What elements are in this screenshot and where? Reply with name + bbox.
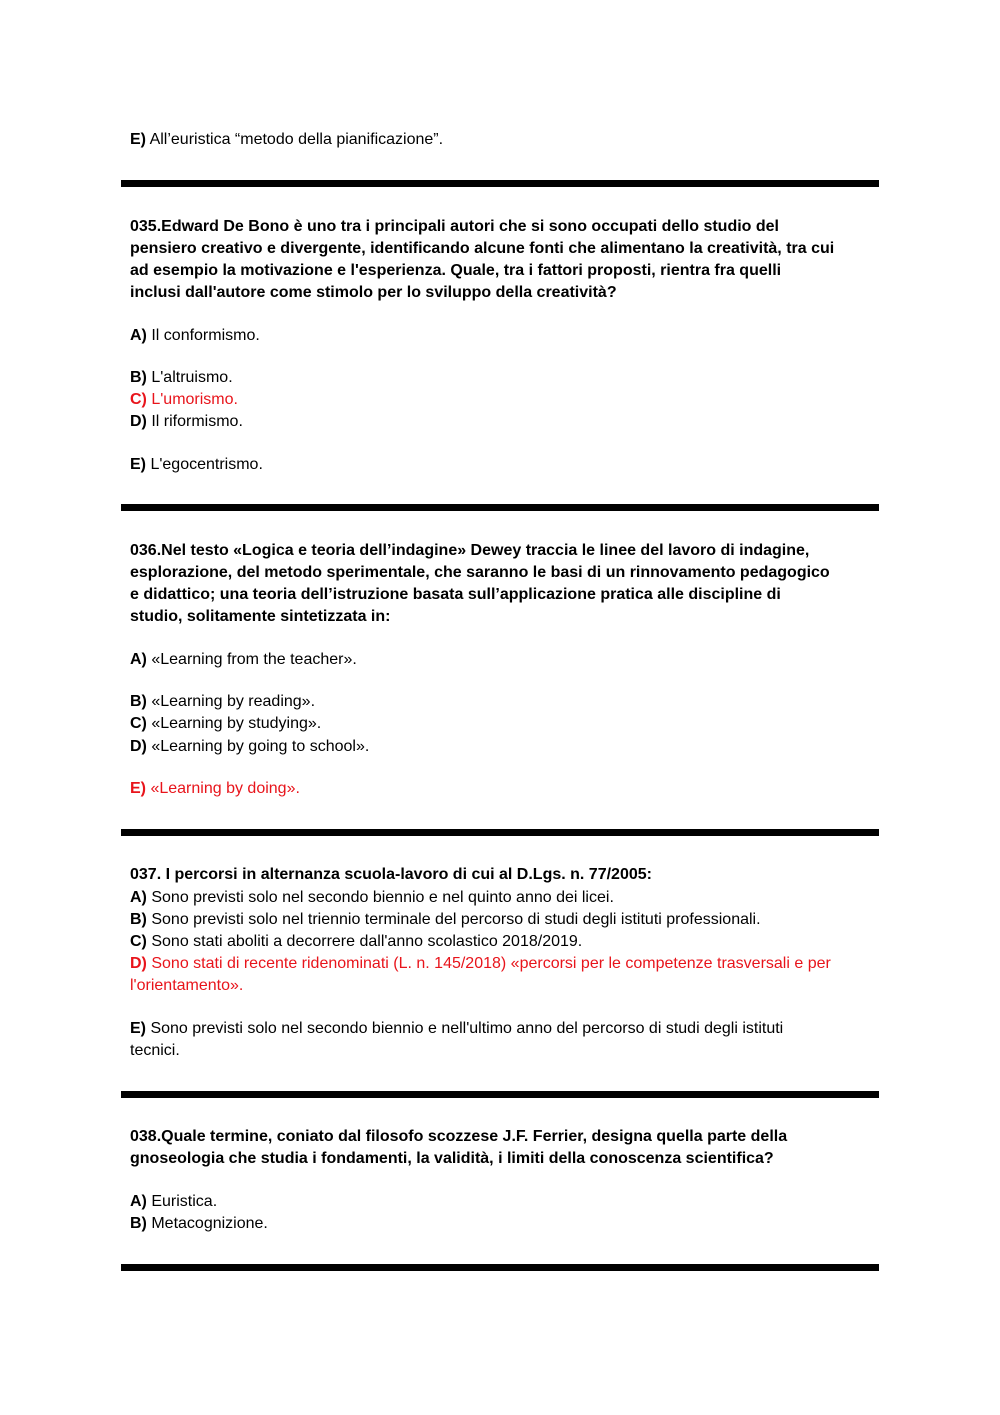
answer-text: L'egocentrismo.	[150, 456, 263, 473]
answer-text: Sono previsti solo nel secondo biennio e nel quinto anno dei licei.	[151, 889, 614, 906]
answer-text: L'altruismo.	[151, 369, 233, 386]
question-037-line-1: 037. I percorsi in alternanza scuola-lavoro di cui al D.Lgs. n. 77/2005:	[130, 866, 652, 883]
question-036-line-4: studio, solitamente sintetizzata in:	[130, 608, 391, 625]
answer-036-b	[130, 691, 315, 713]
answer-036-c	[130, 713, 321, 735]
question-038-line-1: 038.Quale termine, coniato dal filosofo scozzese J.F. Ferrier, designa quella parte della	[130, 1128, 788, 1145]
answer-text: «Learning by doing».	[150, 780, 300, 797]
answer-035-a	[130, 325, 260, 347]
question-035-line-1: 035.Edward De Bono è uno tra i principali autori che si sono occupati dello studio del	[130, 218, 779, 235]
answer-letter: B)	[130, 369, 147, 386]
answer-035-c-correct	[130, 389, 238, 411]
answer-037-b	[130, 909, 761, 931]
answer-letter: E)	[130, 131, 146, 148]
answer-text: Sono stati aboliti a decorrere dall'anno scolastico 2018/2019.	[151, 933, 583, 950]
answer-036-d	[130, 736, 369, 758]
question-035-line-3: ad esempio la motivazione e l'esperienza. Quale, tra i fattori proposti, rientra fra quelli	[130, 262, 782, 279]
separator-rule	[121, 180, 879, 187]
answer-text: Sono previsti solo nel triennio terminale del percorso di studi degli istituti professionali.	[151, 911, 761, 928]
answer-text: «Learning by reading».	[151, 693, 316, 710]
answer-text: «Learning from the teacher».	[151, 651, 357, 668]
answer-letter: A)	[130, 1193, 147, 1210]
answer-035-e	[130, 454, 263, 476]
answer-035-b	[130, 367, 233, 389]
answer-letter: D)	[130, 955, 147, 972]
question-038-line-2: gnoseologia che studia i fondamenti, la validità, i limiti della conoscenza scientifica?	[130, 1150, 774, 1167]
answer-text: Metacognizione.	[151, 1215, 268, 1232]
answer-text: Euristica.	[151, 1193, 218, 1210]
answer-037-c	[130, 931, 582, 953]
separator-rule	[121, 829, 879, 836]
answer-038-b	[130, 1213, 268, 1235]
question-035-line-2: pensiero creativo e divergente, identificando alcune fonti che alimentano la creatività, tra cui	[130, 240, 835, 257]
answer-letter: A)	[130, 327, 147, 344]
answer-letter: B)	[130, 911, 147, 928]
question-036-line-3: e didattico; una teoria dell’istruzione basata sull’applicazione pratica alle discipline di	[130, 586, 781, 603]
answer-038-a	[130, 1191, 217, 1213]
answer-letter: E)	[130, 780, 146, 797]
separator-rule	[121, 1091, 879, 1098]
answer-037-d-continuation: l'orientamento».	[130, 977, 244, 994]
answer-036-a	[130, 649, 357, 671]
answer-text: Il conformismo.	[151, 327, 260, 344]
answer-037-e	[130, 1018, 783, 1040]
answer-036-e-correct	[130, 778, 300, 800]
answer-letter: C)	[130, 715, 147, 732]
answer-035-d	[130, 411, 243, 433]
answer-letter: C)	[130, 391, 147, 408]
separator-rule	[121, 504, 879, 511]
answer-037-d-correct	[130, 953, 831, 975]
answer-text: Sono stati di recente ridenominati (L. n. 145/2018) «percorsi per le competenze trasversali e per	[151, 955, 831, 972]
answer-text: Il riformismo.	[151, 413, 243, 430]
answer-037-e-continuation: tecnici.	[130, 1042, 180, 1059]
answer-letter: E)	[130, 456, 146, 473]
answer-text: All’euristica “metodo della pianificazione”.	[149, 131, 444, 148]
answer-text: Sono previsti solo nel secondo biennio e nell'ultimo anno del percorso di studi degli istituti	[150, 1020, 784, 1037]
answer-letter: E)	[130, 1020, 146, 1037]
answer-letter: A)	[130, 651, 147, 668]
answer-letter: A)	[130, 889, 147, 906]
separator-rule	[121, 1264, 879, 1271]
answer-letter: B)	[130, 693, 147, 710]
answer-letter: B)	[130, 1215, 147, 1232]
answer-text: «Learning by studying».	[151, 715, 322, 732]
answer-text: L'umorismo.	[151, 391, 238, 408]
answer-letter: D)	[130, 413, 147, 430]
answer-text: «Learning by going to school».	[151, 738, 370, 755]
question-036-line-1: 036.Nel testo «Logica e teoria dell’indagine» Dewey traccia le linee del lavoro di indagine,	[130, 542, 810, 559]
question-036-line-2: esplorazione, del metodo sperimentale, che saranno le basi di un rinnovamento pedagogico	[130, 564, 830, 581]
answer-037-a	[130, 887, 614, 909]
answer-e	[130, 129, 443, 151]
answer-letter: D)	[130, 738, 147, 755]
answer-letter: C)	[130, 933, 147, 950]
question-035-line-4: inclusi dall'autore come stimolo per lo sviluppo della creatività?	[130, 284, 617, 301]
